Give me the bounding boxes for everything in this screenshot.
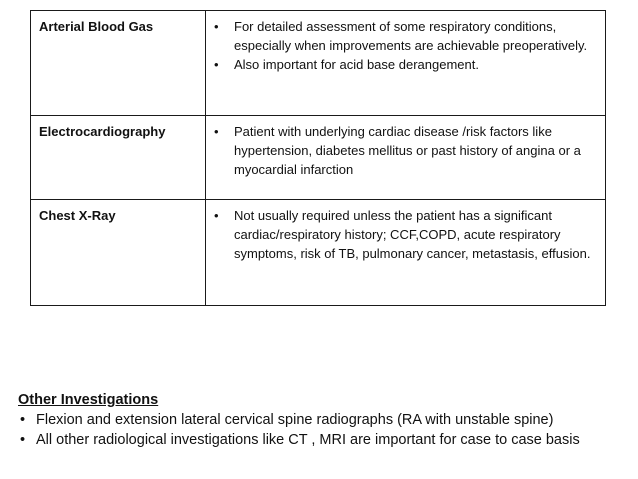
bullet-icon: • (214, 57, 219, 72)
section-heading: Other Investigations (18, 392, 159, 408)
item-text: Not usually required unless the patient has a significant cardiac/respiratory history; CCF,COPD, acute respiratory symptoms, risk of TB, pulmonary cancer, metastasis, effusion. (234, 208, 591, 261)
list-item (18, 410, 628, 430)
bullet-icon: • (214, 208, 219, 223)
list-item (214, 122, 599, 179)
item-text: Flexion and extension lateral cervical spine radiographs (RA with unstable spine) (36, 412, 554, 428)
bullet-icon: • (20, 412, 26, 428)
bullet-list (18, 410, 628, 450)
table-row (31, 116, 606, 200)
bullet-icon: • (214, 124, 219, 139)
list-item (214, 206, 599, 263)
test-name-cell: Chest X-Ray (31, 200, 206, 306)
list-item (18, 430, 628, 450)
test-detail-cell (206, 116, 606, 200)
bullet-icon: • (20, 432, 26, 448)
bullet-list (214, 122, 599, 179)
item-text: Also important for acid base derangement. (234, 57, 479, 72)
table-row (31, 11, 606, 116)
bullet-list (214, 17, 599, 74)
bullet-list (214, 206, 599, 263)
list-item (214, 55, 599, 74)
test-detail-cell (206, 11, 606, 116)
bullet-icon: • (214, 19, 219, 34)
list-item (214, 17, 599, 55)
item-text: All other radiological investigations like CT , MRI are important for case to case basis (36, 432, 580, 448)
item-text: For detailed assessment of some respiratory conditions, especially when improvements are achievable preoperatively. (234, 19, 588, 53)
test-name-cell: Electrocardiography (31, 116, 206, 200)
test-name-cell: Arterial Blood Gas (31, 11, 206, 116)
other-investigations (18, 390, 628, 450)
test-detail-cell (206, 200, 606, 306)
table-row (31, 200, 606, 306)
item-text: Patient with underlying cardiac disease /risk factors like hypertension, diabetes mellitus or past history of angina or a myocardial infarction (234, 124, 581, 177)
investigations-table (30, 10, 606, 306)
